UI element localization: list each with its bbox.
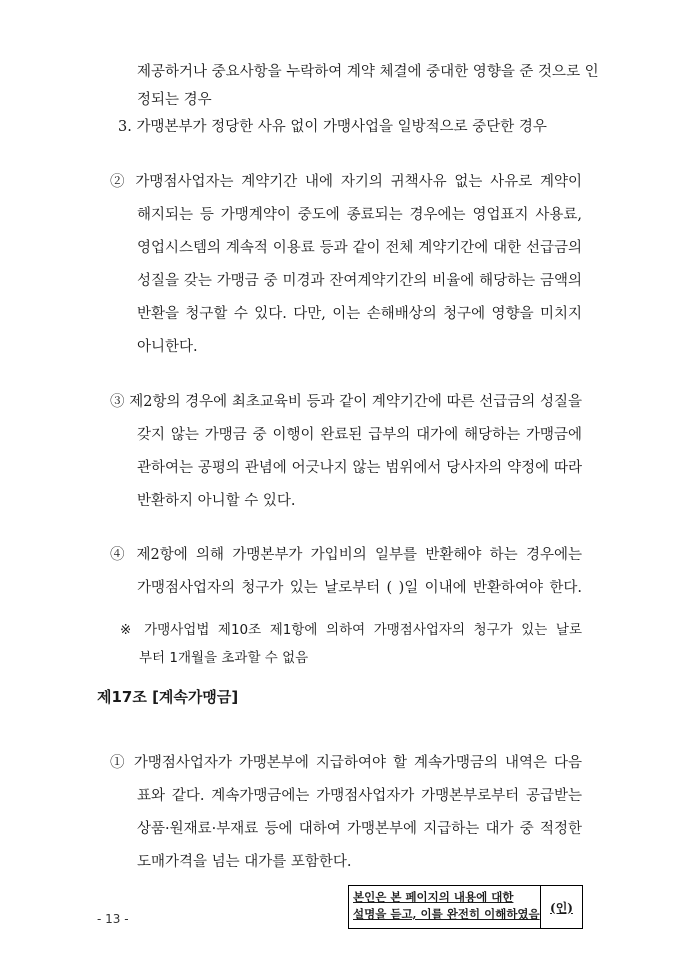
seal-field[interactable]: (인) <box>550 900 573 915</box>
text-line: 정되는 경우 <box>137 92 212 108</box>
confirmation-line-2: 설명을 듣고, 이를 완전히 이해하였음 <box>353 907 540 921</box>
paragraph-2-line: 해지되는 등 가맹계약이 중도에 종료되는 경우에는 영업표지 사용료, <box>137 207 582 223</box>
article-17-line: 상품·원재료·부재료 등에 대하여 가맹본부에 지급하는 대가 중 적정한 <box>137 821 582 837</box>
confirmation-line-1: 본인은 본 페이지의 내용에 대한 <box>353 890 514 904</box>
note-line: 부터 1개월을 초과할 수 없음 <box>139 650 309 666</box>
article-17-line: 표와 같다. 계속가맹금에는 가맹점사업자가 가맹본부로부터 공급받는 <box>137 788 582 804</box>
paragraph-3-line: 반환하지 아니할 수 있다. <box>137 493 296 509</box>
note-line: ※ 가맹사업법 제10조 제1항에 의하여 가맹점사업자의 청구가 있는 날로 <box>120 622 582 638</box>
confirmation-text <box>349 886 541 928</box>
paragraph-4-line: 가맹점사업자의 청구가 있는 날로부터 ( )일 이내에 반환하여야 한다. <box>137 580 582 596</box>
paragraph-4-line: ④ 제2항에 의해 가맹본부가 가입비의 일부를 반환해야 하는 경우에는 <box>110 547 582 563</box>
paragraph-2-line: 반환을 청구할 수 있다. 다만, 이는 손해배상의 청구에 영향을 미치지 <box>137 306 582 322</box>
paragraph-3-line: ③ 제2항의 경우에 최초교육비 등과 같이 계약기간에 따른 선급금의 성질을 <box>110 394 582 410</box>
article-17-line: 도매가격을 넘는 대가를 포함한다. <box>137 854 352 870</box>
confirmation-box <box>348 885 583 929</box>
page-number: - 13 - <box>97 912 129 926</box>
paragraph-2-line: ② 가맹점사업자는 계약기간 내에 자기의 귀책사유 없는 사유로 계약이 <box>110 174 582 190</box>
paragraph-2-line: 아니한다. <box>137 339 198 355</box>
text-line: 제공하거나 중요사항을 누락하여 계약 체결에 중대한 영향을 준 것으로 인 <box>137 64 599 80</box>
paragraph-2-line: 영업시스템의 계속적 이용료 등과 같이 전체 계약기간에 대한 선급금의 <box>137 240 582 256</box>
article-17-line: ① 가맹점사업자가 가맹본부에 지급하여야 할 계속가맹금의 내역은 다음 <box>110 755 582 771</box>
article-17-heading: 제17조 [계속가맹금] <box>97 688 239 706</box>
paragraph-3-line: 관하여는 공평의 관념에 어긋나지 않는 범위에서 당사자의 약정에 따라 <box>137 460 582 476</box>
paragraph-3-line: 갖지 않는 가맹금 중 이행이 완료된 급부의 대가에 해당하는 가맹금에 <box>137 427 582 443</box>
paragraph-2-line: 성질을 갖는 가맹금 중 미경과 잔여계약기간의 비율에 해당하는 금액의 <box>137 273 582 289</box>
text-line: 3. 가맹본부가 정당한 사유 없이 가맹사업을 일방적으로 중단한 경우 <box>118 119 547 135</box>
